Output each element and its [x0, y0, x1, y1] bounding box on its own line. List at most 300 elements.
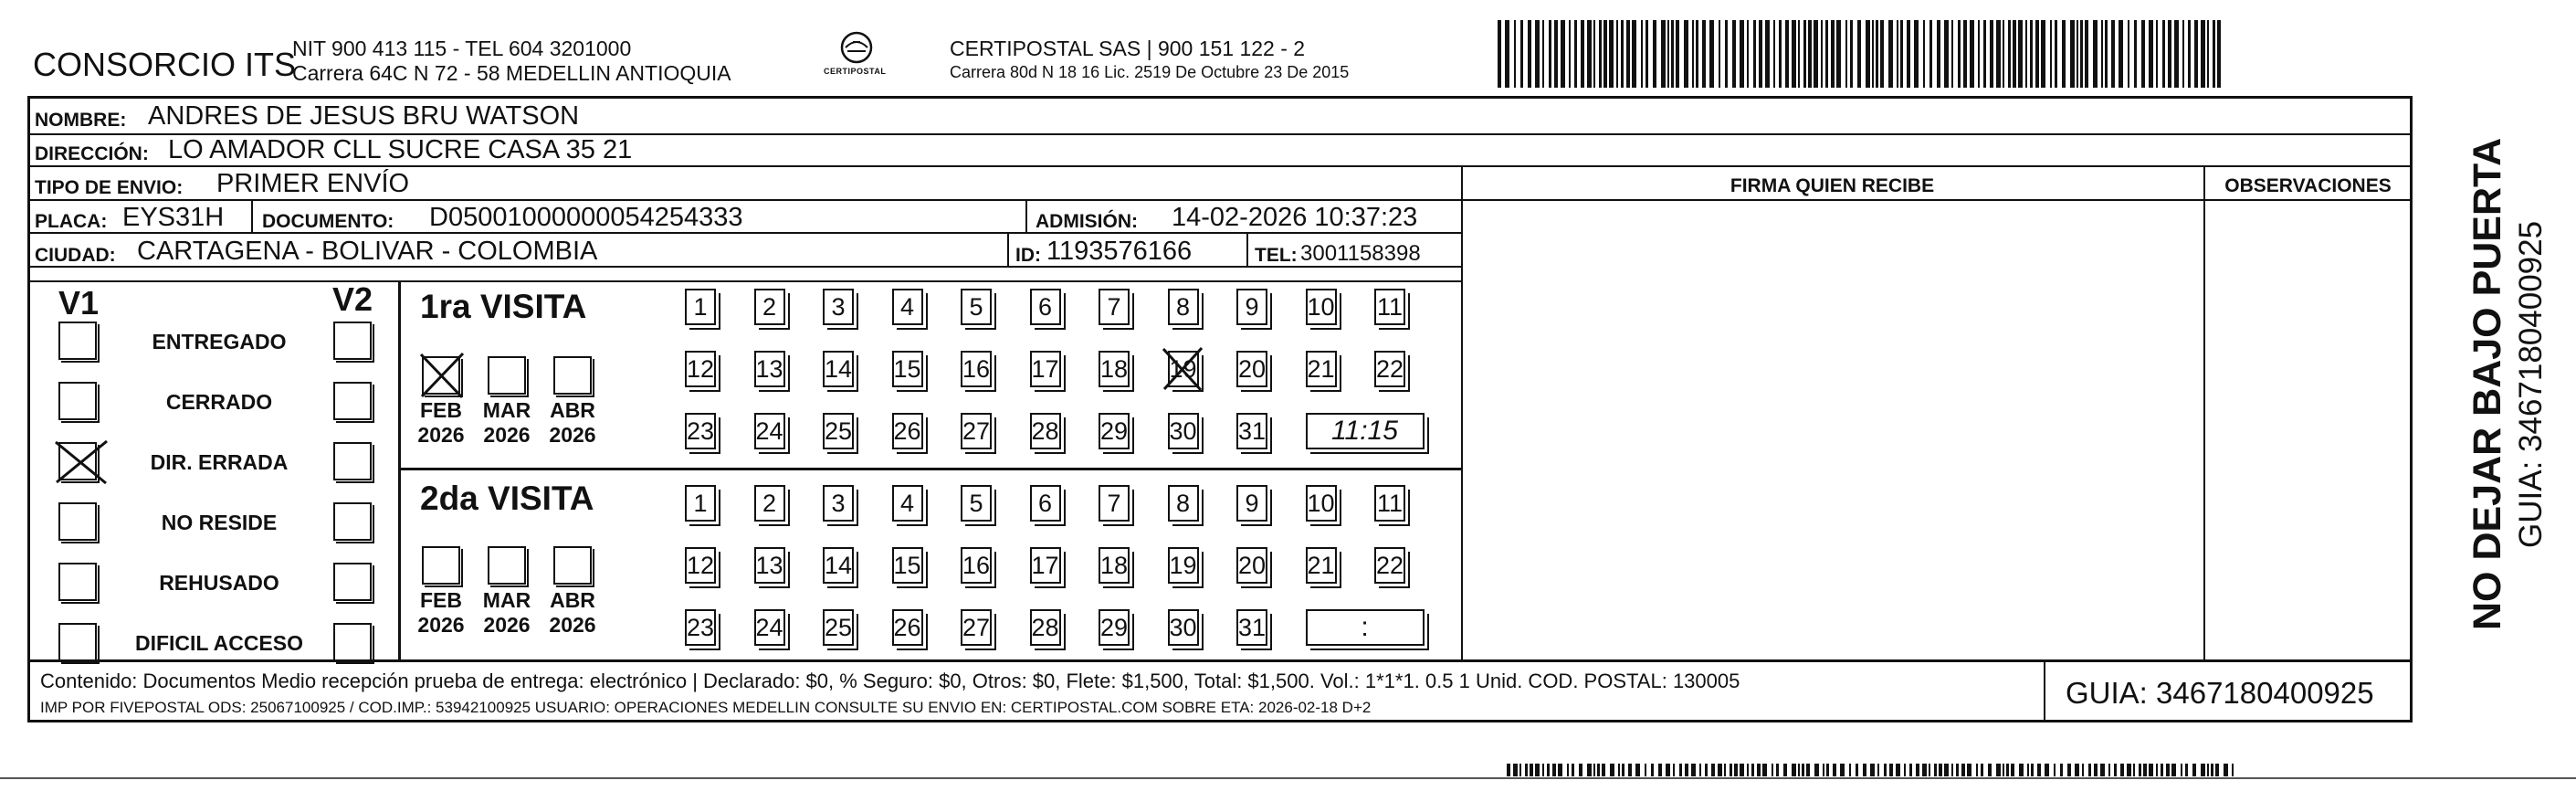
day-box[interactable]: 13 — [754, 547, 785, 584]
barcode-bar — [2224, 764, 2228, 776]
barcode-bar — [1567, 764, 1569, 776]
day-box[interactable]: 4 — [892, 485, 923, 522]
day-box[interactable]: 9 — [1236, 485, 1267, 522]
barcode-bar — [1587, 20, 1592, 88]
company-nit-tel: NIT 900 413 115 - TEL 604 3201000 — [292, 37, 632, 60]
day-box[interactable]: 4 — [892, 289, 923, 325]
barcode-bar — [1740, 764, 1744, 776]
barcode-bar — [2114, 764, 2117, 776]
barcode-bar — [1929, 20, 1932, 88]
barcode-bar — [1725, 20, 1728, 88]
barcode-bar — [1857, 20, 1861, 88]
barcode-bar — [1530, 764, 1533, 776]
barcode-bar — [1802, 764, 1804, 776]
day-box[interactable]: 27 — [961, 609, 992, 646]
barcode-bar — [1718, 764, 1722, 776]
barcode-bar — [1658, 764, 1662, 776]
barcode-bar — [2070, 20, 2075, 88]
day-box[interactable]: 31 — [1236, 609, 1267, 646]
barcode-bar — [1724, 764, 1726, 776]
barcode-bar — [1520, 20, 1523, 88]
v1-checkbox[interactable] — [58, 502, 97, 541]
barcode-bar — [1808, 20, 1812, 88]
barcode-bar — [1900, 20, 1903, 88]
barcode-bar — [1679, 764, 1682, 776]
barcode-bar — [1685, 764, 1688, 776]
barcode-bar — [1888, 20, 1893, 88]
day-box[interactable]: 15 — [892, 351, 923, 387]
day-box[interactable]: 1 — [685, 485, 716, 522]
barcode-bar — [1574, 20, 1577, 88]
barcode-bar — [1645, 764, 1646, 776]
barcode-bar — [1825, 20, 1828, 88]
month-year: 2026 — [549, 613, 596, 637]
barcode-bar — [1951, 20, 1953, 88]
month-label — [475, 398, 539, 448]
day-box[interactable]: 25 — [823, 609, 854, 646]
month-checkbox[interactable] — [422, 546, 460, 585]
barcode-bar — [2166, 764, 2170, 776]
barcode-bar — [2082, 764, 2084, 776]
barcode-bar — [2162, 20, 2165, 88]
barcode-bar — [2030, 20, 2033, 88]
barcode-bar — [1558, 764, 1562, 776]
barcode-bar — [1554, 20, 1558, 88]
recipient-address: LO AMADOR CLL SUCRE CASA 35 21 — [168, 135, 633, 164]
v2-checkbox[interactable] — [333, 442, 372, 480]
barcode-bar — [2003, 764, 2004, 776]
certipostal-logo-text: CERTIPOSTAL — [824, 67, 887, 76]
barcode-bar — [2093, 20, 2098, 88]
status-label: REHUSADO — [159, 571, 279, 595]
day-box[interactable]: 30 — [1168, 413, 1199, 449]
day-box[interactable]: 18 — [1099, 351, 1130, 387]
barcode-bar — [2127, 764, 2131, 776]
barcode-bar — [1856, 764, 1858, 776]
barcode-bar — [1645, 20, 1648, 88]
barcode-bar — [1783, 764, 1787, 776]
day-box[interactable]: 9 — [1236, 289, 1267, 325]
day-box[interactable]: 20 — [1236, 351, 1267, 387]
day-box[interactable]: 2 — [754, 289, 785, 325]
barcode-bar — [1963, 20, 1967, 88]
barcode-bar — [1904, 764, 1906, 776]
barcode-bar — [2156, 764, 2158, 776]
barcode-bar — [1806, 764, 1810, 776]
barcode-bar — [2174, 20, 2179, 88]
day-box[interactable]: 18 — [1099, 547, 1130, 584]
certipostal-logo — [824, 29, 887, 88]
barcode-bar — [1671, 20, 1674, 88]
barcode-bar — [2156, 20, 2158, 88]
barcode-bar — [2141, 20, 2145, 88]
barcode-bar — [2077, 20, 2078, 88]
day-box[interactable]: 5 — [961, 289, 992, 325]
barcode-bar — [2105, 20, 2108, 88]
barcode-bar — [1626, 20, 1630, 88]
day-box[interactable]: 22 — [1374, 547, 1405, 584]
barcode-bar — [2035, 20, 2039, 88]
barcode-bar — [2067, 764, 2071, 776]
barcode-bar — [1641, 20, 1643, 88]
barcode-bar — [2188, 20, 2191, 88]
bottom-barcode — [1507, 764, 2237, 776]
barcode-bar — [1514, 20, 1516, 88]
barcode-bar — [2134, 20, 2137, 88]
day-box[interactable]: 19 — [1168, 351, 1199, 387]
barcode-bar — [2031, 764, 2034, 776]
barcode-bar — [1983, 20, 1986, 88]
barcode-bar — [1958, 20, 1961, 88]
month-year: 2026 — [483, 613, 531, 637]
barcode-bar — [1711, 764, 1715, 776]
barcode-bar — [1705, 764, 1708, 776]
barcode-bar — [1519, 764, 1521, 776]
barcode-bar — [2045, 764, 2049, 776]
day-box[interactable]: 12 — [685, 547, 716, 584]
barcode-bar — [1676, 20, 1679, 88]
barcode-bar — [1709, 20, 1714, 88]
barcode-bar — [1747, 20, 1749, 88]
day-box[interactable]: 1 — [685, 289, 716, 325]
day-box[interactable]: 16 — [961, 351, 992, 387]
status-label: CERRADO — [165, 390, 273, 414]
barcode-bar — [2201, 764, 2205, 776]
barcode-bar — [1939, 764, 1942, 776]
visit1-time[interactable]: 11:15 — [1306, 413, 1425, 449]
barcode-bar — [1849, 764, 1851, 776]
barcode-bar — [1836, 20, 1841, 88]
barcode-bar — [1970, 20, 1974, 88]
barcode-bar — [2008, 20, 2011, 88]
barcode-bar — [1779, 20, 1782, 88]
v2-checkbox[interactable] — [333, 563, 372, 601]
barcode-bar — [1740, 20, 1744, 88]
barcode-bar — [1909, 764, 1912, 776]
barcode-bar — [1616, 20, 1618, 88]
status-label: DIR. ERRADA — [150, 450, 289, 474]
day-box[interactable]: 16 — [961, 547, 992, 584]
tipo-envio-label: TIPO DE ENVIO: — [35, 177, 184, 198]
day-box[interactable]: 26 — [892, 413, 923, 449]
barcode — [1498, 20, 2224, 88]
barcode-bar — [1618, 764, 1620, 776]
barcode-bar — [1759, 20, 1762, 88]
barcode-bar — [1569, 20, 1571, 88]
day-box[interactable]: 10 — [1306, 485, 1337, 522]
company-address: Carrera 64C N 72 - 58 MEDELLIN ANTIOQUIA — [292, 61, 731, 85]
barcode-bar — [1937, 20, 1940, 88]
day-box[interactable]: 5 — [961, 485, 992, 522]
day-box[interactable]: 25 — [823, 413, 854, 449]
day-box[interactable]: 2 — [754, 485, 785, 522]
barcode-bar — [2168, 20, 2171, 88]
barcode-bar — [1547, 764, 1550, 776]
barcode-bar — [1833, 764, 1836, 776]
barcode-bar — [1831, 20, 1835, 88]
barcode-bar — [1814, 764, 1819, 776]
month-checkbox[interactable] — [488, 546, 526, 585]
ciudad-label: CIUDAD: — [35, 245, 116, 266]
barcode-bar — [1772, 764, 1773, 776]
day-box[interactable]: 20 — [1236, 547, 1267, 584]
barcode-bar — [2100, 764, 2105, 776]
barcode-bar — [1603, 20, 1607, 88]
day-check-mark — [1161, 345, 1204, 393]
barcode-bar — [2006, 764, 2009, 776]
barcode-bar — [1850, 20, 1853, 88]
barcode-bar — [1719, 20, 1720, 88]
day-box[interactable]: 10 — [1306, 289, 1337, 325]
barcode-bar — [1593, 20, 1595, 88]
tel-value: 3001158398 — [1300, 241, 1421, 266]
barcode-bar — [1667, 20, 1669, 88]
barcode-bar — [1914, 20, 1919, 88]
barcode-bar — [2139, 764, 2141, 776]
v2-checkbox[interactable] — [333, 502, 372, 541]
barcode-bar — [2211, 764, 2213, 776]
barcode-bar — [1602, 764, 1605, 776]
month-check-mark — [418, 351, 466, 400]
day-box[interactable]: 28 — [1030, 609, 1061, 646]
barcode-bar — [1692, 20, 1694, 88]
barcode-bar — [1622, 764, 1624, 776]
barcode-bar — [1896, 764, 1900, 776]
day-box[interactable]: 29 — [1099, 609, 1130, 646]
barcode-bar — [1988, 764, 1992, 776]
day-box[interactable]: 8 — [1168, 485, 1199, 522]
barcode-bar — [1597, 764, 1600, 776]
barcode-bar — [1561, 20, 1565, 88]
visit1-title: 1ra VISITA — [420, 288, 587, 325]
barcode-bar — [1961, 764, 1965, 776]
barcode-bar — [2181, 764, 2182, 776]
day-box[interactable]: 14 — [823, 547, 854, 584]
id-value: 1193576166 — [1046, 237, 1193, 266]
barcode-bar — [2207, 20, 2209, 88]
status-label: NO RESIDE — [161, 511, 278, 534]
barcode-bar — [1922, 764, 1927, 776]
barcode-bar — [1691, 764, 1696, 776]
barcode-bar — [2019, 764, 2024, 776]
barcode-bar — [1976, 764, 1978, 776]
barcode-bar — [2062, 20, 2066, 88]
day-box[interactable]: 6 — [1030, 485, 1061, 522]
day-box[interactable]: 26 — [892, 609, 923, 646]
barcode-bar — [1653, 20, 1656, 88]
v1-checkbox[interactable] — [58, 382, 97, 420]
barcode-bar — [1661, 20, 1666, 88]
barcode-bar — [1542, 764, 1544, 776]
month-name: ABR — [550, 398, 595, 422]
barcode-bar — [2111, 20, 2115, 88]
barcode-bar — [1593, 764, 1595, 776]
barcode-bar — [1821, 20, 1823, 88]
day-box[interactable]: 11 — [1374, 289, 1405, 325]
day-box[interactable]: 30 — [1168, 609, 1199, 646]
day-box[interactable]: 17 — [1030, 547, 1061, 584]
month-name: FEB — [420, 588, 462, 612]
day-box[interactable]: 3 — [823, 485, 854, 522]
barcode-bar — [1751, 764, 1754, 776]
day-box[interactable]: 3 — [823, 289, 854, 325]
barcode-bar — [1673, 764, 1675, 776]
barcode-bar — [1507, 764, 1510, 776]
barcode-bar — [2171, 764, 2176, 776]
barcode-bar — [2027, 764, 2029, 776]
barcode-bar — [1528, 20, 1531, 88]
barcode-bar — [2060, 764, 2063, 776]
v2-checkbox[interactable] — [333, 623, 372, 661]
barcode-bar — [2108, 764, 2110, 776]
barcode-bar — [2185, 764, 2188, 776]
barcode-bar — [1876, 20, 1878, 88]
barcode-bar — [1699, 764, 1701, 776]
status-label: ENTREGADO — [152, 330, 287, 353]
firma-header: FIRMA QUIEN RECIBE — [1730, 175, 1935, 196]
recipient-name: ANDRES DE JESUS BRU WATSON — [148, 101, 580, 131]
v1-check-mark — [53, 438, 110, 486]
barcode-bar — [2037, 764, 2041, 776]
day-box[interactable]: 29 — [1099, 413, 1130, 449]
admision-value: 14-02-2026 10:37:23 — [1172, 203, 1418, 232]
barcode-bar — [1934, 764, 1937, 776]
barcode-bar — [2133, 764, 2135, 776]
day-box[interactable]: 31 — [1236, 413, 1267, 449]
day-box[interactable]: 17 — [1030, 351, 1061, 387]
barcode-bar — [1609, 20, 1614, 88]
certipostal-logo-icon — [829, 29, 884, 88]
barcode-bar — [1757, 764, 1761, 776]
month-label — [541, 588, 605, 638]
barcode-bar — [1734, 764, 1738, 776]
v2-checkbox[interactable] — [333, 322, 372, 360]
barcode-bar — [2101, 20, 2103, 88]
barcode-bar — [2192, 764, 2196, 776]
day-box[interactable]: 24 — [754, 609, 785, 646]
barcode-bar — [1990, 20, 1993, 88]
barcode-bar — [1951, 764, 1953, 776]
barcode-bar — [2213, 20, 2215, 88]
barcode-bar — [1803, 20, 1806, 88]
barcode-bar — [2149, 20, 2153, 88]
barcode-bar — [1880, 20, 1884, 88]
day-box[interactable]: 21 — [1306, 547, 1337, 584]
side-notice: NO DEJAR BAJO PUERTA — [2466, 137, 2509, 630]
barcode-bar — [1753, 20, 1756, 88]
barcode-bar — [1535, 764, 1540, 776]
barcode-bar — [1877, 764, 1879, 776]
v1-checkbox[interactable] — [58, 563, 97, 601]
barcode-bar — [1505, 20, 1509, 88]
day-box[interactable]: 7 — [1099, 485, 1130, 522]
barcode-bar — [1916, 764, 1919, 776]
barcode-bar — [1549, 20, 1551, 88]
day-box[interactable]: 23 — [685, 609, 716, 646]
barcode-bar — [1599, 20, 1602, 88]
barcode-bar — [1651, 764, 1654, 776]
day-box[interactable]: 15 — [892, 547, 923, 584]
day-box[interactable]: 8 — [1168, 289, 1199, 325]
documento-value: D05001000000054254333 — [429, 203, 743, 232]
barcode-bar — [1635, 764, 1640, 776]
day-box[interactable]: 19 — [1168, 547, 1199, 584]
barcode-bar — [2013, 20, 2016, 88]
observaciones-header: OBSERVACIONES — [2224, 175, 2392, 196]
day-box[interactable]: 27 — [961, 413, 992, 449]
day-box[interactable]: 22 — [1374, 351, 1405, 387]
barcode-bar — [2085, 20, 2088, 88]
day-box[interactable]: 21 — [1306, 351, 1337, 387]
status-label: DIFICIL ACCESO — [134, 631, 303, 655]
day-box[interactable]: 7 — [1099, 289, 1130, 325]
admision-label: ADMISIÓN: — [1036, 211, 1138, 232]
barcode-bar — [1944, 20, 1949, 88]
v2-checkbox[interactable] — [333, 382, 372, 420]
direccion-label: DIRECCIÓN: — [35, 143, 149, 164]
barcode-bar — [1897, 20, 1898, 88]
nombre-label: NOMBRE: — [35, 110, 127, 131]
day-box[interactable]: 14 — [823, 351, 854, 387]
day-box[interactable]: 11 — [1374, 485, 1405, 522]
day-box[interactable]: 24 — [754, 413, 785, 449]
day-box[interactable]: 12 — [685, 351, 716, 387]
documento-label: DOCUMENTO: — [262, 211, 394, 232]
barcode-bar — [2094, 764, 2098, 776]
day-box[interactable]: 6 — [1030, 289, 1061, 325]
month-checkbox[interactable] — [553, 546, 592, 585]
barcode-bar — [2050, 20, 2052, 88]
barcode-bar — [1996, 20, 2001, 88]
barcode-bar — [1798, 764, 1800, 776]
barcode-bar — [1535, 20, 1540, 88]
month-label — [475, 588, 539, 638]
month-name: FEB — [420, 398, 462, 422]
barcode-bar — [2041, 20, 2045, 88]
barcode-bar — [2025, 20, 2027, 88]
barcode-bar — [2080, 20, 2083, 88]
v1-checkbox[interactable] — [58, 322, 97, 360]
month-label — [409, 398, 473, 448]
barcode-bar — [1579, 764, 1582, 776]
month-checkbox[interactable] — [553, 356, 592, 395]
barcode-bar — [2119, 20, 2123, 88]
barcode-bar — [1732, 20, 1736, 88]
barcode-bar — [1978, 20, 1980, 88]
month-year: 2026 — [417, 423, 465, 447]
v1-checkbox[interactable] — [58, 623, 97, 661]
courier-license: Carrera 80d N 18 16 Lic. 2519 De Octubre 23 De 2015 — [950, 63, 1350, 81]
barcode-bar — [2055, 20, 2057, 88]
month-name: MAR — [482, 398, 531, 422]
barcode-bar — [2075, 764, 2079, 776]
barcode-bar — [2215, 764, 2219, 776]
barcode-bar — [2120, 764, 2124, 776]
barcode-bar — [1792, 764, 1796, 776]
visit2-time[interactable]: : — [1306, 609, 1425, 646]
barcode-bar — [1996, 764, 2001, 776]
barcode-bar — [2088, 764, 2091, 776]
barcode-bar — [1967, 764, 1971, 776]
day-box[interactable]: 13 — [754, 351, 785, 387]
barcode-bar — [1730, 764, 1732, 776]
barcode-bar — [1944, 764, 1949, 776]
barcode-bar — [2018, 20, 2023, 88]
month-checkbox[interactable] — [488, 356, 526, 395]
day-box[interactable]: 23 — [685, 413, 716, 449]
day-box[interactable]: 28 — [1030, 413, 1061, 449]
barcode-bar — [1823, 764, 1824, 776]
